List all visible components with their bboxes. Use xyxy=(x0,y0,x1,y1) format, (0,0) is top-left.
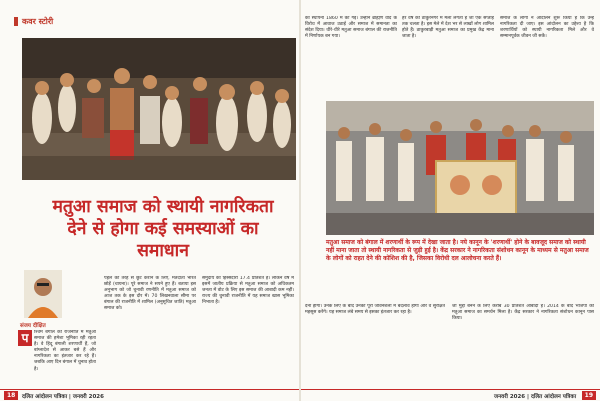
bottom-column-2: जी मुद्दा बनने के लिए करीब 30 प्रतिशत आबादी है। 2014 के बाद भाजपा को मतुआ समाज का समर्थन मिला है। केंद्र सरकार ने नागरिकता संशोधन कानून पास किया। xyxy=(452,304,594,322)
left-folio xyxy=(0,389,299,401)
left-column-1: श्चिम बंगाल की राजनीति में मतुआ समाज की हमेशा भूमिका रही रहता है। वे हिंदू बंगाली शरणार्थी हैं, जो बांग्लादेश से आकर बसे हैं और नागरिकता का इंतजार कर रहे हैं। जबकि आए दिन बंगाल में चुनाव होता है। xyxy=(34,330,96,372)
right-column-2: हर वर्ष की ठाकुरनगर में मेला लगता है जो एक सप्ताह तक चलता है। इस मेले में देश भर से लाखों लोग शामिल होते हैं। ठाकुरबाड़ी मतुआ समाज का प्रमुख केंद्र माना जाता है। xyxy=(402,16,494,40)
page-gutter xyxy=(299,0,301,401)
left-page-number: 18 xyxy=(4,391,18,400)
right-column-3: समाज के लोगों ने आंदोलन शुरू किया है कि उन्हें नागरिकता दी जाए। इस आंदोलन का उद्देश्य है कि शरणार्थियों को स्थायी नागरिकता मिले और वे सम्मानपूर्वक जीवन जी सकें। xyxy=(500,16,594,40)
right-page-number: 19 xyxy=(582,391,596,400)
left-magazine-title: दलित आंदोलन पत्रिका | जनवरी 2026 xyxy=(22,394,104,400)
section-label: कवर स्टोरी xyxy=(22,17,54,26)
article-headline: मतुआ समाज को स्थायी नागरिकता देने से होगा कई समस्याओं का समाधान xyxy=(52,197,274,261)
section-marker xyxy=(14,17,18,26)
right-magazine-title: जनवरी 2026 | दलित आंदोलन पत्रिका xyxy=(494,394,576,400)
cover-photo-crowd xyxy=(22,38,296,180)
left-column-2: पहले की तरह से छूट कराने के लिए, मतदाता भारत छोड़ें (चायना)। पूरे समाज ने सपने हुए हैं। बताया इस अनुभाग को जो चुनावी रणनीति में मतुआ समाज को आज तक के इस दौर में। 70 लिखनवाला सीमा पर बंगाल की राजनीति में शामिल (अनुसूचित जाति) मतुआ समाज को। xyxy=(104,276,196,312)
author-name: संजय दीक्षित xyxy=(20,323,46,329)
photo-caption: मतुआ समाज को बंगाल में शरणार्थी के रूप में देखा जाता है। नये कानून के 'शरणार्थी' होने के बावजूद समाज को स्थायी नहीं माना जाता तो स्थायी नागरिकता से जुड़ी हुई है। केंद्र सरकार ने नागरिकता संशोधन कानून के माध्यम से मतुआ समाज के लोगों को राहत देने की कोशिश की है, जिसका विरोधी दल आलोचना करते हैं। xyxy=(326,239,589,262)
author-photo xyxy=(24,270,62,318)
rally-photo xyxy=(326,101,594,235)
right-folio xyxy=(301,389,600,401)
drop-cap: प xyxy=(18,330,32,346)
left-column-3: समुदाय की हिस्सेदारी 17.4 प्रतिशत है। लेकिन वर्ष में इसमें जातीय प्रक्रिया से मतुआ समाज को अधिकतम जनता में वोट के लिए इस समाज की आबादी कम नहीं। राज्य की चुनावी राजनीति में यह समाज खास भूमिका निभाता है। xyxy=(202,276,294,306)
bottom-column-1: देना होगा। उनके लिए के बाद उनकी पूरी जीवनशैली में बदलाव होगा और वे सुरक्षित महसूस करेंगे। यह समाज लंबे समय से इसका इंतजार कर रहा है। xyxy=(305,304,445,316)
right-column-1: की स्थापना 1860 में की गई। उन्होंने ब्राह्मण वाद के विरोध में आवाज उठाई और समाज में समानता का संदेश दिया। धीरे-धीरे मतुआ समाज बंगाल की राजनीति में निर्णायक बन गया। xyxy=(305,16,397,40)
